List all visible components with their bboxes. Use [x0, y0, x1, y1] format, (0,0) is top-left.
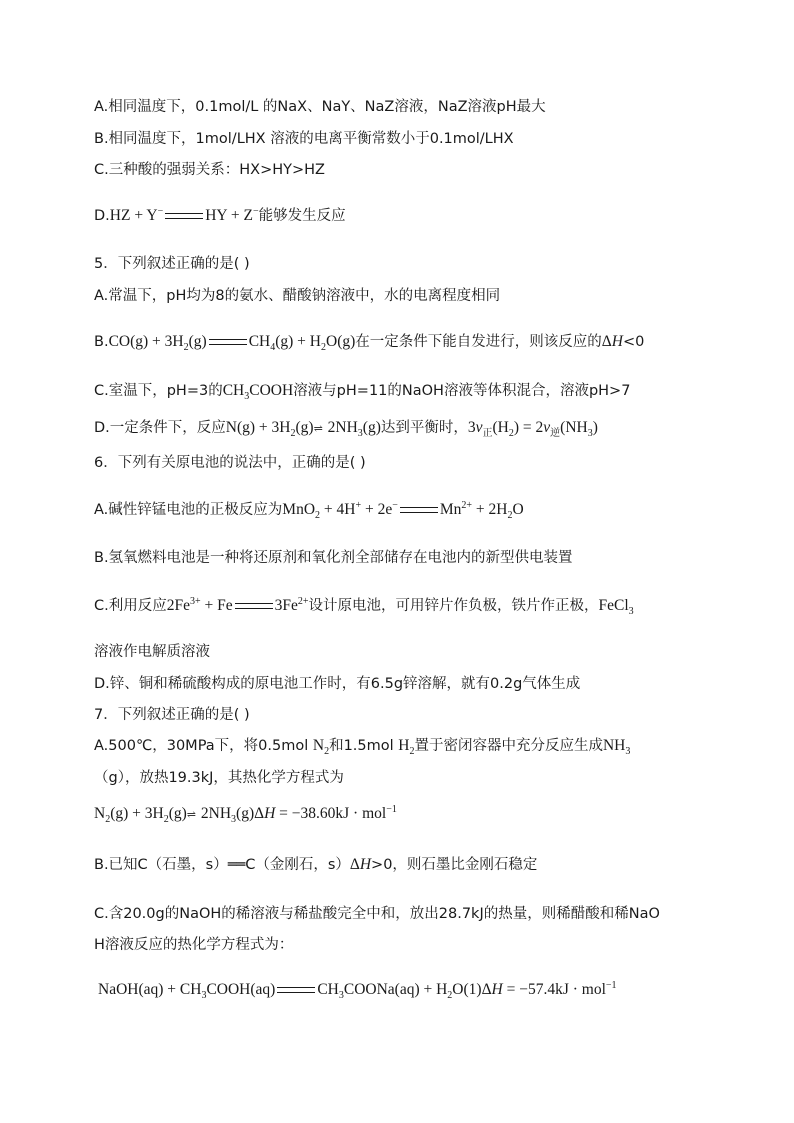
q7-option-b: B.已知C（石墨，s）══C（金刚石，s）ΔH>0，则石墨比金刚石稳定 — [94, 856, 538, 873]
q7-option-a-equation: $N_2(g)$ + $3H_2(g)\rightleftharpoons$ $2NH_3(g)\Delta H = -38.60kJ \cdot mol^{-1}$ — [94, 803, 397, 826]
q7-option-c: C.含20.0g的NaOH的稀溶液与稀盐酸完全中和，放出28.7kJ的热量，则稀醋酸和稀NaO — [94, 906, 660, 922]
q5-option-c: C.室温下，pH=3的$CH_3COOH$溶液与pH=11的NaOH溶液等体积混合，溶液pH>7 — [94, 382, 631, 403]
q4-option-c: C.三种酸的强弱关系：HX>HY>HZ — [94, 162, 325, 178]
q5-option-a: A.常温下，pH均为8的氨水、醋酸钠溶液中，水的电离程度相同 — [94, 288, 501, 304]
q6-stem: 6．下列有关原电池的说法中，正确的是( ) — [94, 455, 366, 471]
q7-option-c-continued: H溶液反应的热化学方程式为： — [94, 937, 294, 953]
q5-option-b: $B.CO(g) + 3H_2(g) CH_4(g) + H_2O(g)$在一定条件下能自发进行，则该反应的ΔH<0 — [94, 333, 645, 354]
q6-a-equation: MnO$_2$ + 4H+ + 2e− $Mn^{2+} + 2H_2O$ — [282, 499, 524, 522]
q6-option-b: B.氢氧燃料电池是一种将还原剂和氧化剂全部储存在电池内的新型供电装置 — [94, 550, 573, 566]
q6-option-c-continued: 溶液作电解质溶液 — [94, 644, 210, 660]
q4-d-equation: HZ + Y− HY + Z− — [109, 205, 259, 224]
q4-option-d: D.HZ + Y− HY + Z−能够发生反应 — [94, 205, 346, 224]
q6-c-equation: $2Fe^{3+} + Fe$ $3Fe^{2+}$ — [166, 595, 309, 614]
q5-b-equation: $CO(g) + 3H_2(g) CH_4(g) + H_2O(g)$ — [108, 333, 356, 354]
q6-option-d: D.锌、铜和稀硫酸构成的原电池工作时，有6.5g锌溶解，就有0.2g气体生成 — [94, 676, 581, 692]
q7-option-a-continued: （g），放热19.3kJ，其热化学方程式为 — [94, 770, 344, 786]
q5-option-d: D.一定条件下，反应$N(g) + 3H_2(g)\rightleftharpoons$ $2NH_3(g)$达到平衡时，$3v_正(H_2) = 2v_逆(NH_3)$ — [94, 419, 598, 440]
q4-option-b: B.相同温度下，1mol/LHX 溶液的电离平衡常数小于0.1mol/LHX — [94, 131, 514, 147]
q7-stem: 7．下列叙述正确的是( ) — [94, 707, 250, 723]
q5-d-equation: $N(g) + 3H_2(g)\rightleftharpoons$ $2NH_3(g)$ — [225, 419, 381, 440]
q5-stem: 5．下列叙述正确的是( ) — [94, 256, 250, 272]
q7-option-a: A.500℃，30MPa下，将0.5mol $N_2$和1.5mol $H_2$置于密闭容器中充分反应生成$NH_3$ — [94, 737, 631, 758]
q7-option-c-equation: NaOH(aq) + $CH_3COOH(aq)$ $CH_3COONa(aq) + H_2O(1)\Delta H = -57.4kJ \cdot mol^{-1}$ — [98, 979, 617, 1002]
q6-option-c: C.利用反应$2Fe^{3+} + Fe$ $3Fe^{2+}$设计原电池，可用锌片作负极，铁片作正极，FeCl$_3$ — [94, 595, 634, 618]
q4-option-a: A.相同温度下，0.1mol/L 的NaX、NaY、NaZ溶液，NaZ溶液pH最大 — [94, 99, 546, 115]
q6-option-a: A.碱性锌锰电池的正极反应为MnO$_2$ + 4H+ + 2e− $Mn^{2+} + 2H_2O$ — [94, 499, 524, 522]
